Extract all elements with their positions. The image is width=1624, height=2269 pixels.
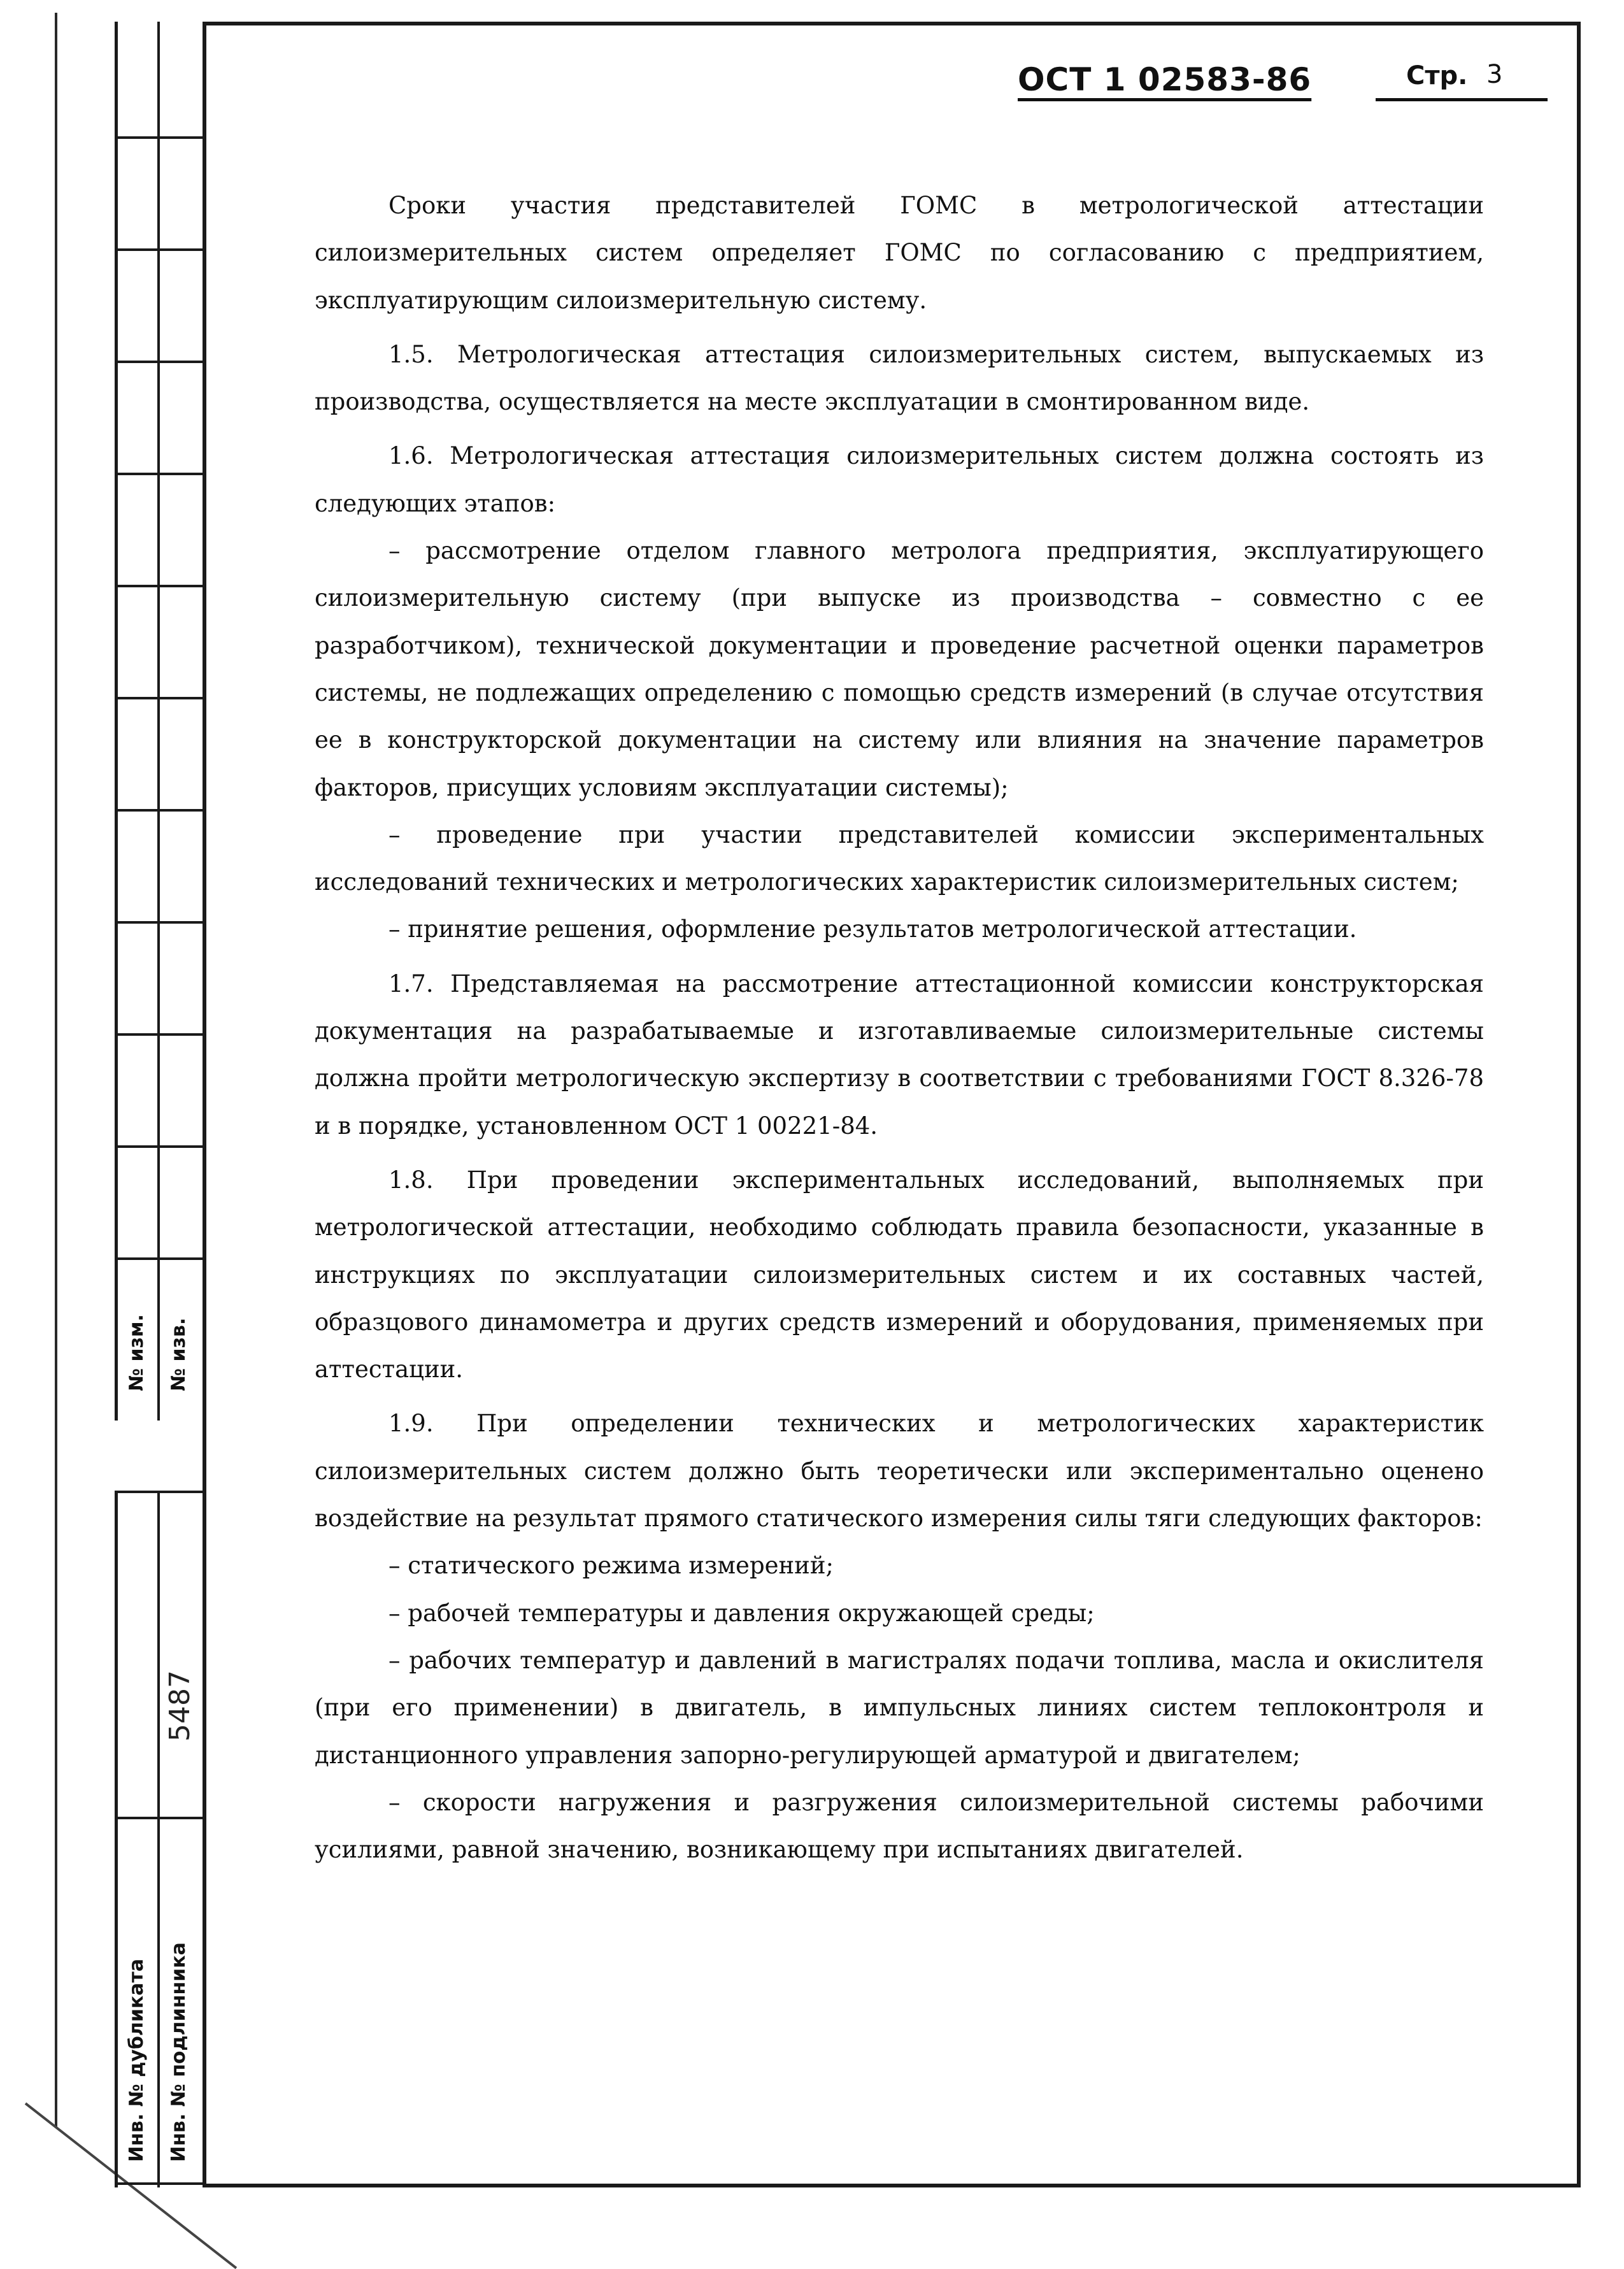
stamp-row-line	[118, 473, 206, 475]
stamp-row-line	[118, 2182, 206, 2185]
paragraph-1-7: 1.7. Представляемая на рассмотрение аттестационной комиссии конструкторская документация на разрабатываемые и изготавливаемые силоизмерительные системы должна пройти метрологическую экспертизу в соответствии с требованиями ГОСТ 8.326-78 и в порядке, установленном ОСТ 1 00221-84.	[315, 970, 1484, 1140]
document-body	[315, 182, 1484, 1873]
side-stamp-column	[115, 22, 203, 2187]
stamp-row-line	[118, 1033, 206, 1036]
original-inventory-label: Инв. № подлинника	[167, 1942, 190, 2162]
stamp-row-line	[118, 248, 206, 251]
list-item: – рабочей температуры и давления окружающей среды;	[388, 1599, 1095, 1627]
page-number: 3	[1486, 60, 1503, 89]
stamp-row-line	[118, 1817, 206, 1819]
list-item: – статического режима измерений;	[388, 1552, 834, 1580]
paragraph-1-6: 1.6. Метрологическая аттестация силоизмерительных систем должна состоять из следующих этапов:	[315, 442, 1484, 517]
list-item: – рассмотрение отделом главного метролога предприятия, эксплуатирующего силоизмерительную систему (при выпуске из производства – совместно с ее разработчиком), технической документации и проведение расчетной оценки параметров системы, не подлежащих определению с помощью средств измерений (в случае отсутствия ее в конструкторской документации на систему или влияния на значение параметров факторов, присущих условиям эксплуатации системы);	[315, 537, 1484, 801]
stamp-row-line	[118, 361, 206, 363]
stamp-row-line	[118, 921, 206, 924]
stamp-row-line	[118, 136, 206, 139]
list-item: – проведение при участии представителей комиссии экспериментальных исследований технических и метрологических характеристик силоизмерительных систем;	[315, 820, 1484, 896]
list-item: – рабочих температур и давлений в магистралях подачи топлива, масла и окислителя (при его применении) в двигатель, в импульсных линиях систем теплоконтроля и дистанционного управления запорно-регулирующей арматурой и двигателем;	[315, 1646, 1484, 1769]
stamp-row-line	[118, 585, 206, 587]
page-label: Стр.	[1406, 61, 1468, 90]
duplicate-inventory-label: Инв. № дубликата	[125, 1958, 148, 2162]
stamp-row-line	[118, 1257, 206, 1260]
paragraph-1-8: 1.8. При проведении экспериментальных исследований, выполняемых при метрологической аттестации, необходимо соблюдать правила безопасности, указанные в инструкциях по эксплуатации силоизмерительных систем и их составных частей, образцового динамометра и других средств измерений и оборудования, применяемых при аттестации.	[315, 1166, 1484, 1384]
paragraph-1-9: 1.9. При определении технических и метрологических характеристик силоизмерительных систем должно быть теоретически или экспериментально оценено воздействие на результат прямого статического измерения силы тяги следующих факторов:	[315, 1410, 1484, 1533]
stamp-row-line	[118, 1491, 206, 1493]
stamp-divider	[157, 22, 160, 2187]
list-item: – принятие решения, оформление результатов метрологической аттестации.	[388, 915, 1357, 943]
page-edge-line	[55, 13, 57, 2128]
notice-number-label: № изв.	[167, 1317, 190, 1391]
stamp-row-line	[118, 809, 206, 812]
stamp-row-line	[118, 697, 206, 699]
header-rule	[1376, 98, 1548, 101]
list-item: – скорости нагружения и разгружения силоизмерительной системы рабочими усилиями, равной значению, возникающему при испытаниях двигателей.	[315, 1788, 1484, 1864]
stamp-row-line	[118, 1145, 206, 1148]
document-number: ОСТ 1 02583-86	[1018, 61, 1312, 98]
paragraph-goms-terms: Сроки участия представителей ГОМС в метрологической аттестации силоизмерительных систем определяет ГОМС по согласованию с предприятием, эксплуатирующим силоизмерительную систему.	[315, 192, 1484, 314]
stamp-gap	[113, 1421, 208, 1491]
original-inventory-number: 5487	[164, 1670, 196, 1742]
paragraph-1-5: 1.5. Метрологическая аттестация силоизмерительных систем, выпускаемых из производства, осуществляется на месте эксплуатации в смонтированном виде.	[315, 340, 1484, 416]
change-number-label: № изм.	[125, 1314, 148, 1391]
